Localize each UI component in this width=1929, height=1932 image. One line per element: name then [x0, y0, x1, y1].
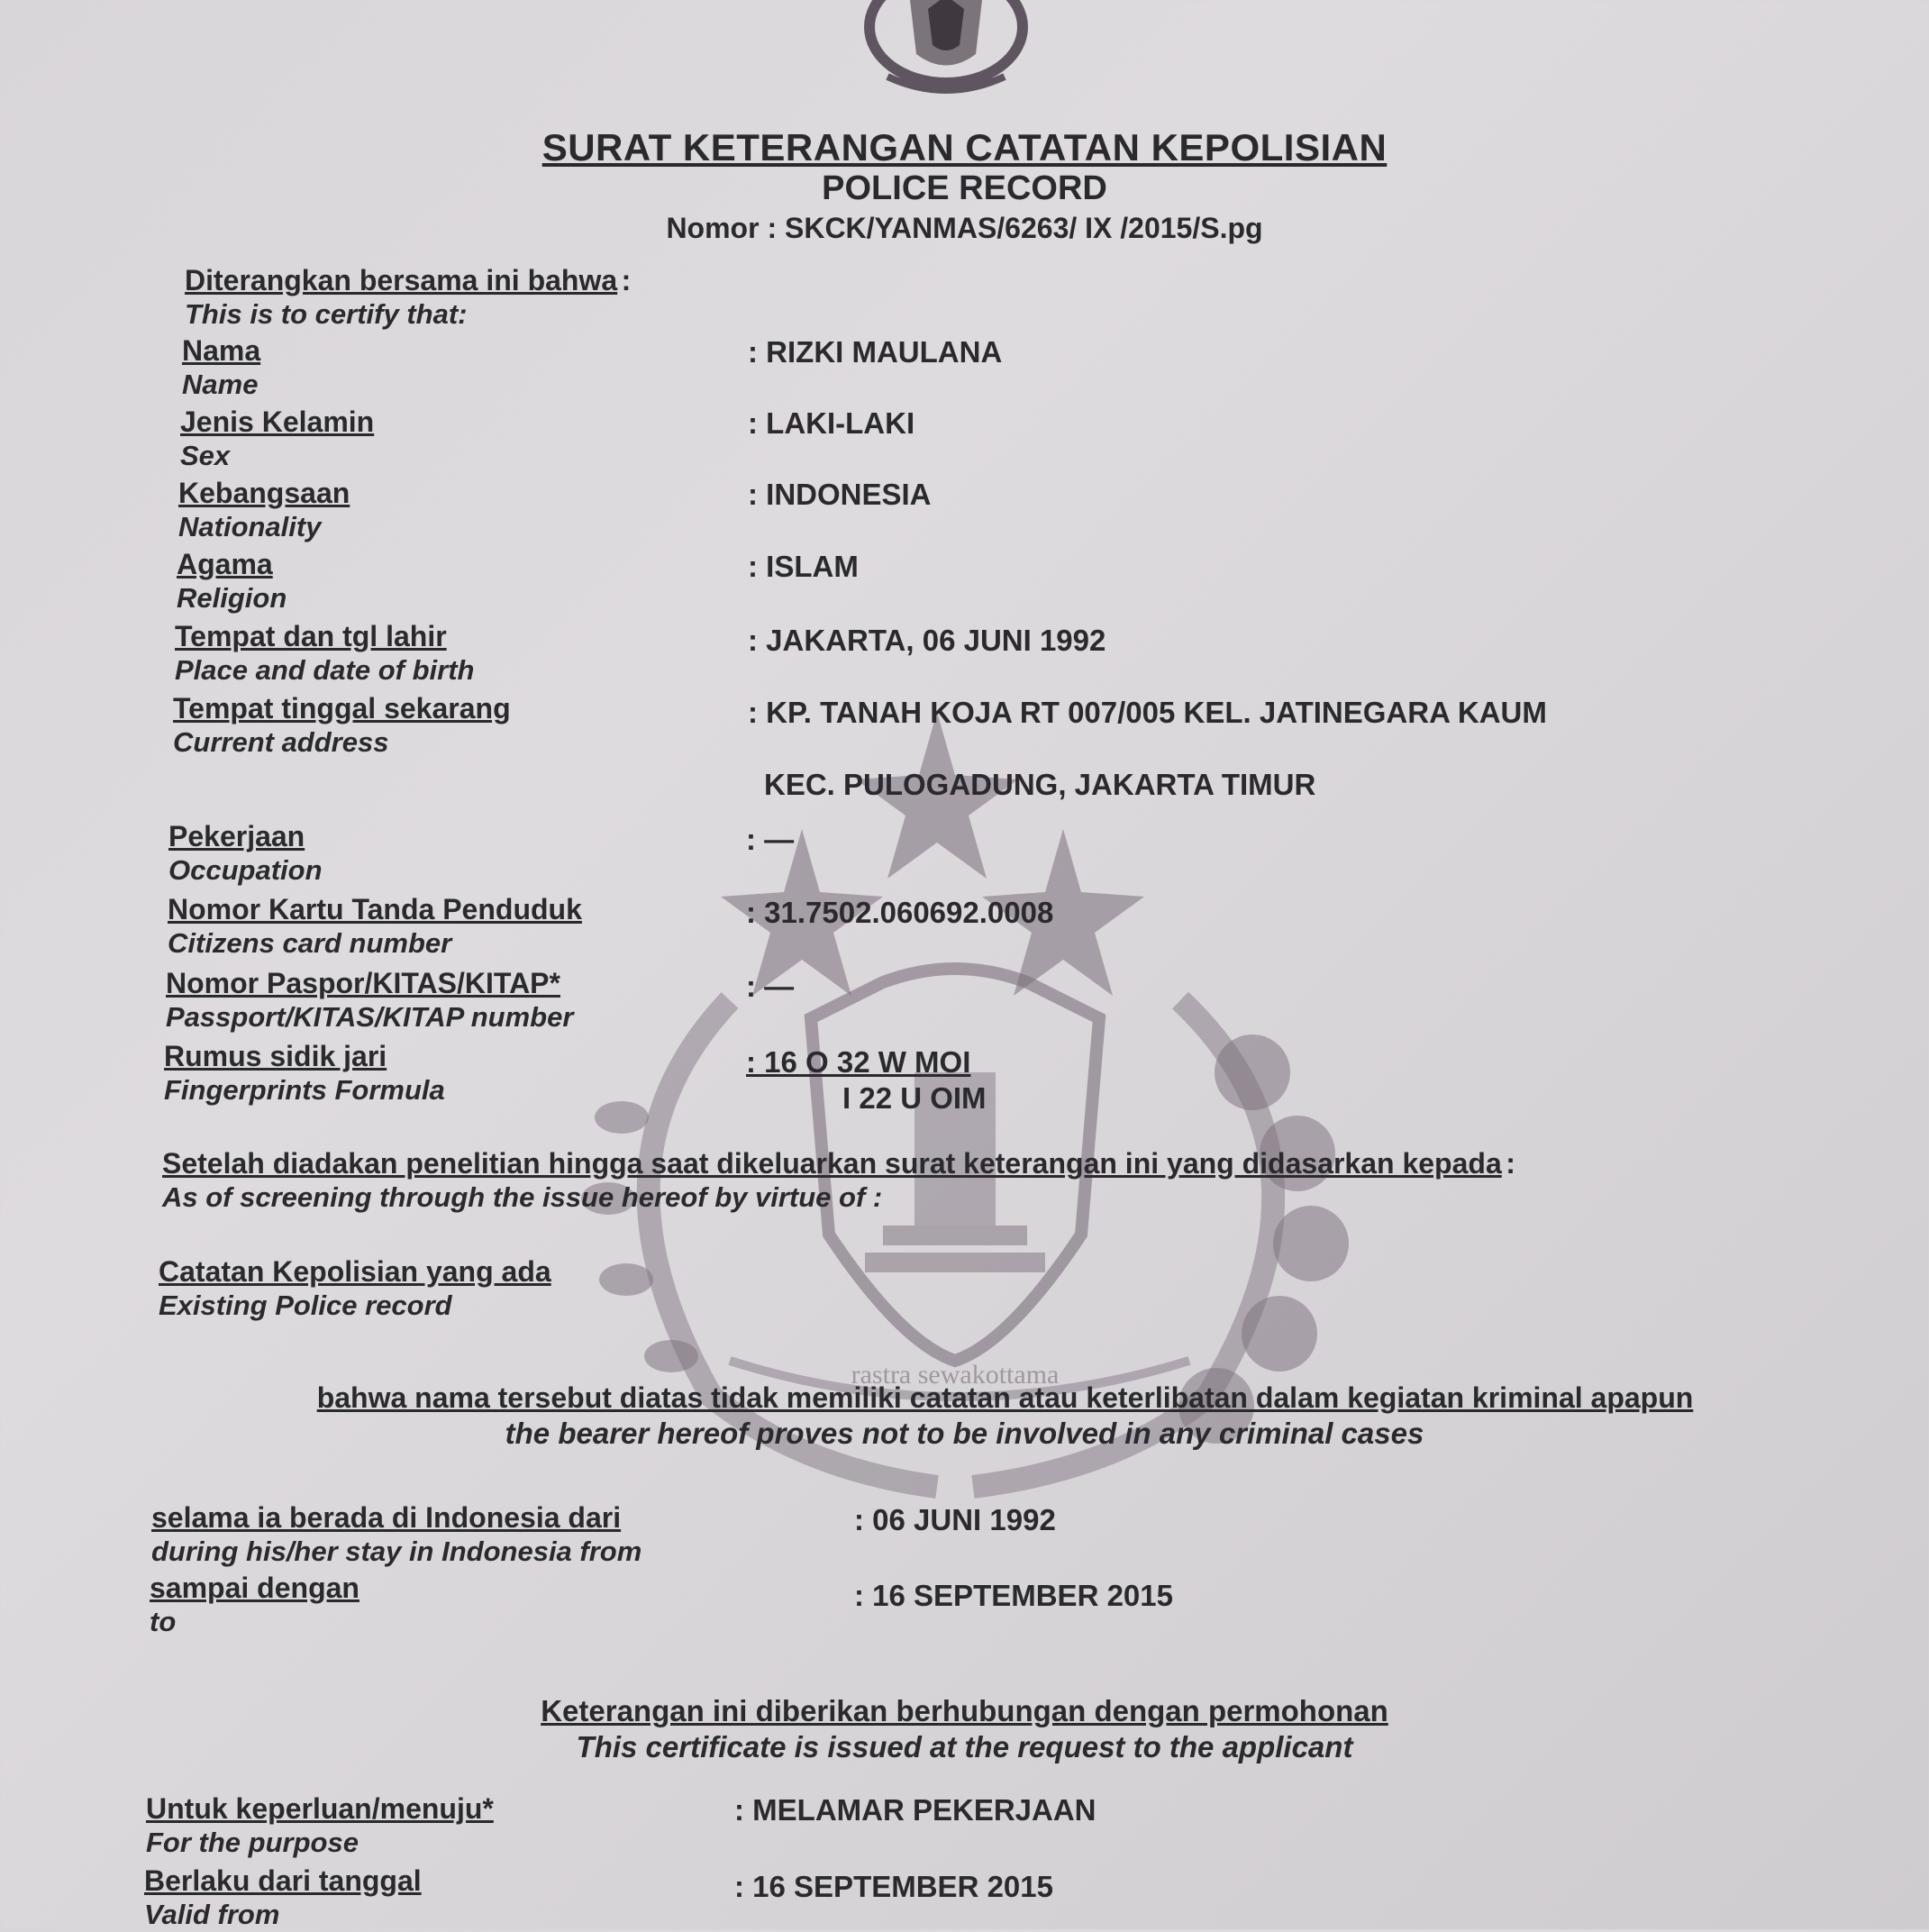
- field-name-value: : RIZKI MAULANA: [748, 335, 1003, 369]
- label-id: Untuk keperluan/menuju*: [146, 1792, 494, 1825]
- intro-colon: :: [621, 264, 632, 296]
- field-id-card-label: [168, 892, 582, 961]
- purpose-label: [146, 1791, 494, 1860]
- label-id: Tempat tinggal sekarang: [173, 692, 511, 724]
- label-en: Fingerprints Formula: [164, 1074, 445, 1106]
- period-to-label: [150, 1571, 359, 1639]
- field-passport-value: : —: [746, 970, 795, 1003]
- request-text-id: Keterangan ini diberikan berhubungan dengan permohonan: [541, 1694, 1388, 1727]
- record-statement: [0, 1381, 1929, 1451]
- field-id-card-value: : 31.7502.060692.0008: [746, 896, 1054, 929]
- field-name-label: [182, 333, 260, 402]
- field-address-value-line2: KEC. PULOGADUNG, JAKARTA TIMUR: [764, 768, 1316, 801]
- record-label: [159, 1254, 551, 1323]
- label-id: sampai dengan: [150, 1572, 359, 1604]
- period-from-value: : 06 JUNI 1992: [854, 1503, 1056, 1536]
- document-title: SURAT KETERANGAN CATATAN KEPOLISIAN: [541, 126, 1388, 169]
- label-id: selama ia berada di Indonesia dari: [151, 1501, 622, 1534]
- period-to-value: : 16 SEPTEMBER 2015: [854, 1579, 1173, 1612]
- field-birth-label: [175, 619, 474, 688]
- label-en: Name: [182, 369, 259, 400]
- label-id: Nomor Kartu Tanda Penduduk: [168, 893, 582, 925]
- label-id: Agama: [177, 548, 273, 580]
- label-en: Occupation: [168, 854, 323, 886]
- screening-text-id: Setelah diadakan penelitian hingga saat dikeluarkan surat keterangan ini yang didasarkan kepada: [162, 1147, 1502, 1180]
- label-id: Catatan Kepolisian yang ada: [159, 1255, 551, 1288]
- field-fingerprint-value: : 16 O 32 W MOI: [746, 1045, 971, 1079]
- label-id: Berlaku dari tanggal: [144, 1864, 422, 1897]
- statement-id: bahwa nama tersebut diatas tidak memiliki catatan atau keterlibatan dalam kegiatan kriminal apapun: [316, 1381, 1694, 1414]
- document-subtitle: POLICE RECORD: [822, 169, 1107, 207]
- screening-colon: :: [1506, 1147, 1515, 1180]
- label-en: Existing Police record: [159, 1290, 452, 1321]
- field-sex-label: [180, 405, 374, 473]
- label-en: Place and date of birth: [175, 654, 475, 686]
- label-en: Nationality: [178, 511, 322, 542]
- screening-block: [162, 1146, 1515, 1215]
- field-religion-label: [177, 547, 287, 615]
- label-id: Tempat dan tgl lahir: [175, 620, 447, 652]
- label-en: Valid from: [144, 1899, 280, 1930]
- label-en: during his/her stay in Indonesia from: [151, 1536, 642, 1567]
- label-en: Passport/KITAS/KITAP number: [166, 1001, 574, 1033]
- label-en: Current address: [173, 726, 389, 758]
- label-id: Pekerjaan: [168, 820, 305, 852]
- purpose-value: : MELAMAR PEKERJAAN: [734, 1793, 1096, 1827]
- valid-label: [144, 1864, 422, 1932]
- request-text-en: This certificate is issued at the request to the applicant: [576, 1730, 1353, 1763]
- field-occupation-value: : —: [746, 823, 795, 856]
- intro-label-en: This is to certify that:: [185, 298, 468, 330]
- period-from-label: [151, 1500, 641, 1569]
- label-en: For the purpose: [146, 1827, 359, 1858]
- label-id: Nama: [182, 334, 261, 367]
- label-id: Nomor Paspor/KITAS/KITAP*: [166, 967, 560, 999]
- field-address-label: [173, 691, 511, 760]
- field-sex-value: : LAKI-LAKI: [748, 406, 915, 440]
- seal-ribbon-text: rastra sewakottama: [851, 1360, 1060, 1390]
- field-fingerprint-label: [164, 1039, 445, 1107]
- intro-block: [185, 263, 631, 332]
- screening-text-en: As of screening through the issue hereof by virtue of :: [162, 1181, 883, 1213]
- label-id: Jenis Kelamin: [180, 406, 375, 438]
- request-statement: [0, 1694, 1929, 1764]
- field-address-value: : KP. TANAH KOJA RT 007/005 KEL. JATINEGARA KAUM: [748, 696, 1547, 729]
- label-en: Citizens card number: [168, 927, 452, 959]
- police-emblem-icon: [860, 0, 1032, 99]
- valid-value: : 16 SEPTEMBER 2015: [734, 1870, 1053, 1903]
- field-nationality-label: [178, 476, 350, 544]
- intro-label-id: Diterangkan bersama ini bahwa: [185, 264, 618, 296]
- label-en: Religion: [177, 582, 287, 614]
- label-en: to: [150, 1606, 177, 1637]
- document-number: Nomor : SKCK/YANMAS/6263/ IX /2015/S.pg: [666, 212, 1263, 244]
- field-occupation-label: [168, 819, 323, 888]
- field-birth-value: : JAKARTA, 06 JUNI 1992: [748, 624, 1106, 657]
- label-en: Sex: [180, 440, 231, 471]
- field-fingerprint-value-line2: I 22 U OIM: [842, 1081, 987, 1115]
- label-id: Kebangsaan: [178, 477, 350, 509]
- field-passport-label: [166, 966, 573, 1034]
- field-religion-value: : ISLAM: [748, 550, 859, 583]
- label-id: Rumus sidik jari: [164, 1040, 387, 1072]
- statement-en: the bearer hereof proves not to be involved in any criminal cases: [505, 1417, 1424, 1450]
- field-nationality-value: : INDONESIA: [748, 478, 932, 511]
